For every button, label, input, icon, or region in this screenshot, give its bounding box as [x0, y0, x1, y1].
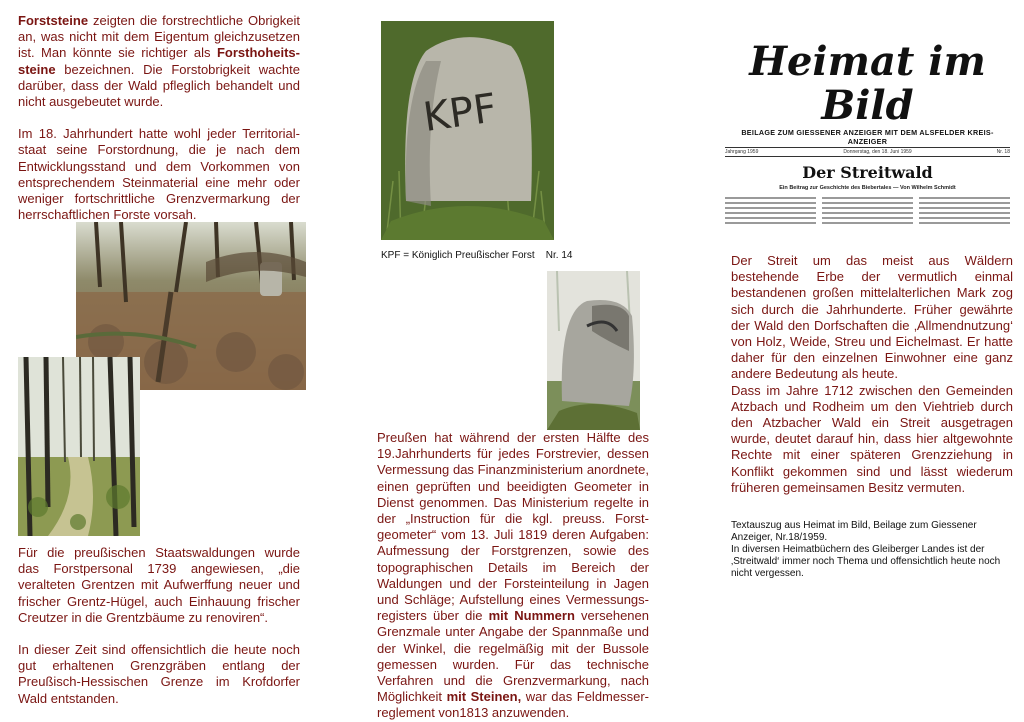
- kpf-caption: KPF = Königlich Preußischer Forst Nr. 14: [381, 250, 573, 261]
- preussen-1739-text: [18, 545, 300, 707]
- paragraph-1739: Für die preußischen Staatswaldungen wurde das Forstpersonal 1739 angewiesen, „die veralteten Grentzen mit Aufwerffung neuer und frischer Grentz-Hügel, auch Einhauung frischer Creutzer in die Grentzbäume zu renoviren“.: [18, 545, 300, 625]
- intro-text: [18, 13, 300, 223]
- clipping-columns: [725, 197, 1010, 227]
- kpf-stone-photo: [381, 21, 554, 240]
- number-stone-photo: [547, 271, 640, 430]
- forest-trail-photo: [18, 357, 140, 536]
- streitwald-text: [731, 253, 1013, 496]
- clipping-subline: Ein Beitrag zur Geschichte des Biebertales — Von Wilhelm Schmidt: [779, 185, 956, 191]
- clipping-headline: Der Streitwald: [802, 163, 933, 182]
- gleiberg-note: In diversen Heimatbüchern des Gleiberger Landes ist der ‚Streitwald‘ immer noch Thema und offensichtlich heute noch nicht vergessen.: [731, 544, 1001, 579]
- paragraph-forstordnung: Im 18. Jahrhundert hatte wohl jeder Territorial-staat seine Forstordnung, die je nach dem Entwicklungsstand und dem Vorkommen von entsprechendem Steinmaterial eine mehr oder weniger fortschrittliche Grenzvermarkung der herrschaftlichen Forste vorsah.: [18, 126, 300, 223]
- beilage-line: BEILAGE ZUM GIESSENER ANZEIGER MIT DEM ALSFELDER KREIS-ANZEIGER: [725, 128, 1010, 148]
- paragraph-grenzgraeben: In dieser Zeit sind offensichtlich die heute noch gut erhaltenen Grenzgräben entlang der Preußisch-Hessischen Grenze im Krofdorfer Wald entstanden.: [18, 642, 300, 706]
- source-citation: Textauszug aus Heimat im Bild, Beilage zum Giessener Anzeiger, Nr.18/1959.: [731, 520, 977, 543]
- paragraph-1712: Dass im Jahre 1712 zwischen den Gemeinden Atzbach und Rodheim um den Viehtrieb durch den Atzbacher Wald ein Streit ausgetragen wurde, deutet darauf hin, dass hier altgewohnte Rechte mit einer späteren Grenzziehung in Konflikt gekommen sind und lässt wiederum früheren gemeinsamen Besitz vermuten.: [731, 382, 1013, 495]
- paragraph-forststeine: Forststeine zeigten die forstrechtliche Obrigkeit an, was nicht mit dem Eigentum gleichzusetzen ist. Man könnte sie richtiger als Forsthoheits-steine bezeichnen. Die Forstobrigkeit wachte darüber, dass der Wald pfleglich behandelt und nicht ausgebeutet wurde.: [18, 13, 300, 110]
- paragraph-vermessung: Preußen hat während der ersten Hälfte des 19.Jahrhunderts für jedes Forstrevier, dessen Vermessung das Finanzministerium anordnete, einen geprüften und beeidigten Geometer in Dienst genommen. Das Ministerium regelte in der „Instruction für die kgl. preuss. Forst-geometer“ vom 13. Juli 1819 deren Aufgaben: Aufmessung der Forstgrenzen, sowie des topographischen Details im Bereich der Waldungen und der Forsteinteilung in Jagen und Schläge; Aufstellung eines Vermessungs-registers über die mit Nummern versehenen Grenzmale unter Angabe der Spannmaße und der Winkel, die regelmäßig mit der Bussole gemessen wurden. Für das technische Verfahren und die Grenzvermarkung, nach Möglichkeit mit Steinen, war das Feldmesser-reglement von1813 anzuwenden.: [377, 430, 649, 721]
- source-note: [731, 520, 1013, 580]
- dateline: Jahrgang 1959 Donnerstag, den 18. Juni 1959 Nr. 18: [725, 149, 1010, 155]
- preussen-vermessung-text: [377, 430, 649, 722]
- paragraph-streit: Der Streit um das meist aus Wäldern bestehende Erbe der vermutlich einmal bestandenen großen mittelalterlichen Mark zog sich durch die Jahrhunderte. Früher gewährte der Wald den Dorfschaften die ‚Allmendnutzung‘ von Holz, Weide, Streu und Eichelmast. Er hatte daher für den einzelnen Einwohner eine ganz andere Bedeutung als heute.: [731, 253, 1013, 382]
- newspaper-clipping: [725, 40, 1010, 205]
- masthead: Heimat im Bild: [749, 38, 986, 129]
- kpf-engraving: KPF: [420, 85, 500, 142]
